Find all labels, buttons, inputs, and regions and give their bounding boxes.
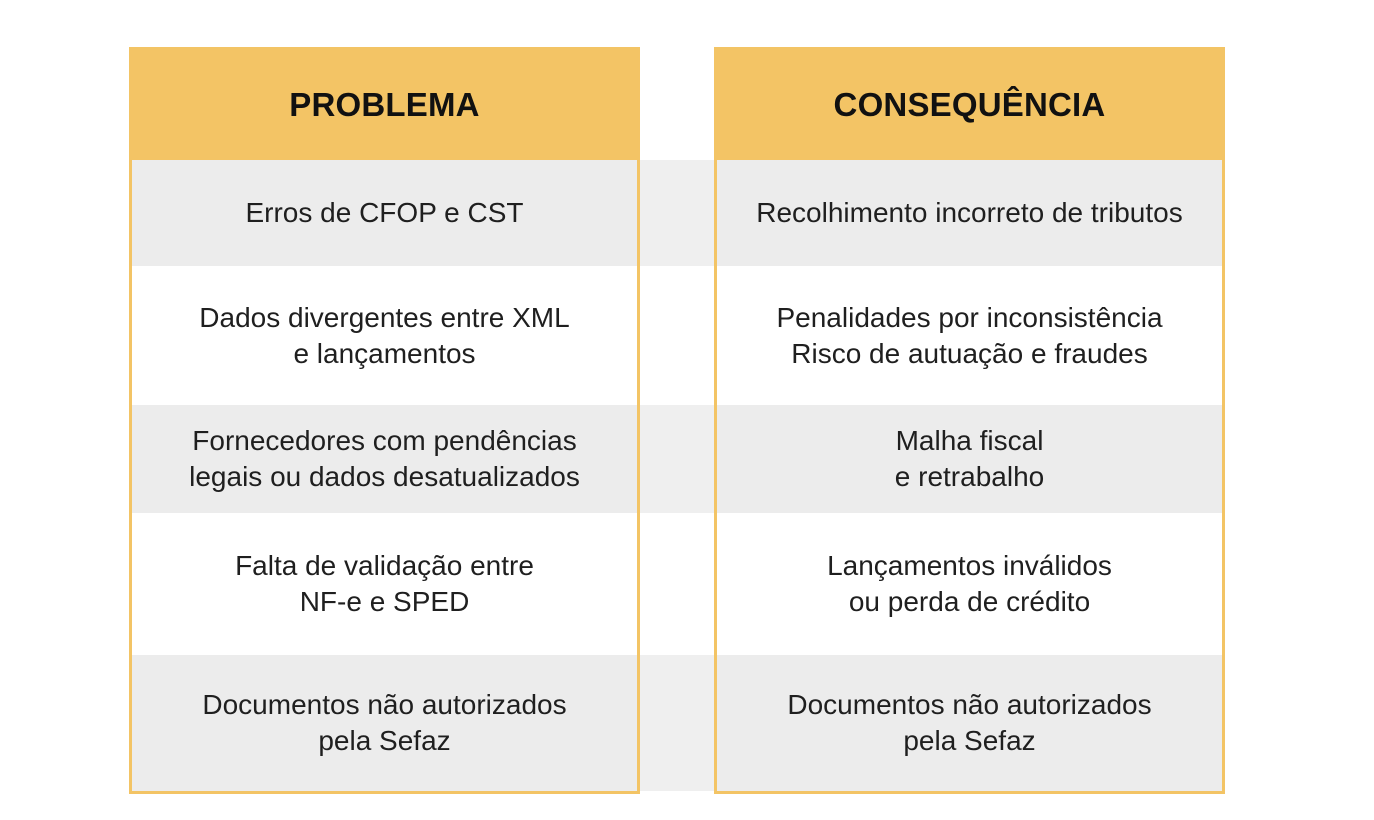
row-band-5	[637, 655, 716, 791]
consequence-cell-3: Malha fiscal e retrabalho	[717, 405, 1222, 513]
consequence-header: CONSEQUÊNCIA	[717, 50, 1222, 160]
consequence-cell-4: Lançamentos inválidos ou perda de crédito	[717, 513, 1222, 655]
problem-cell-3: Fornecedores com pendências legais ou dados desatualizados	[132, 405, 637, 513]
problem-cell-1: Erros de CFOP e CST	[132, 160, 637, 266]
problem-cell-4: Falta de validação entre NF-e e SPED	[132, 513, 637, 655]
consequence-cell-5: Documentos não autorizados pela Sefaz	[717, 655, 1222, 791]
consequence-cell-1: Recolhimento incorreto de tributos	[717, 160, 1222, 266]
consequence-column	[714, 47, 1225, 794]
problem-header: PROBLEMA	[132, 50, 637, 160]
row-band-1	[637, 160, 716, 266]
problem-cell-5: Documentos não autorizados pela Sefaz	[132, 655, 637, 791]
problem-column	[129, 47, 640, 794]
consequence-cell-2: Penalidades por inconsistência Risco de autuação e fraudes	[717, 266, 1222, 405]
problem-cell-2: Dados divergentes entre XML e lançamentos	[132, 266, 637, 405]
row-band-3	[637, 405, 716, 513]
